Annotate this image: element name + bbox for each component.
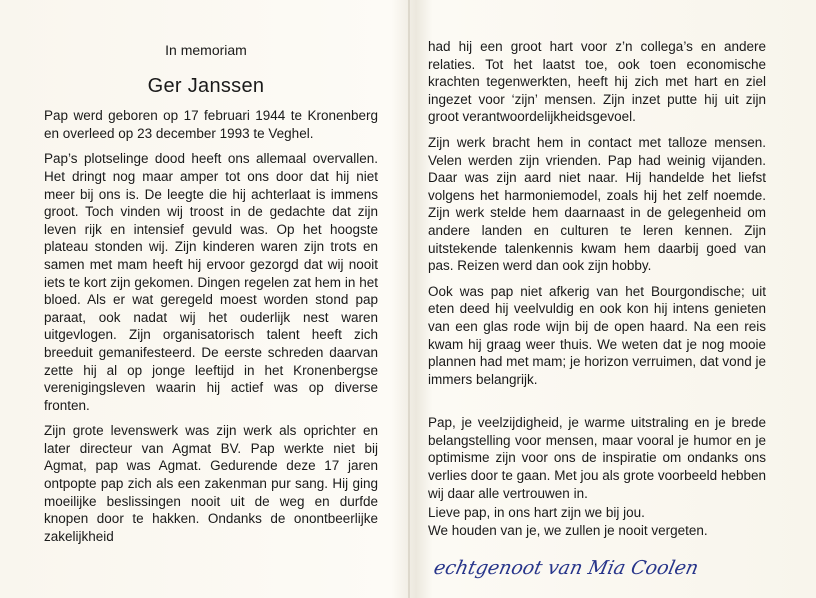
handwritten-signature — [432, 550, 802, 584]
deceased-name: Ger Janssen — [147, 74, 265, 97]
card-fold — [408, 0, 410, 598]
life-work-paragraph: Zijn grote levenswerk was zijn werk als oprichter en later directeur van Agmat BV. Pap werkte niet bij Agmat, pap was Agmat. Gedurende deze 17 jaren ontpopte pap zich als een zakenman pur sang. Hij ging moeilijke beslissingen nooit uit de weg en durfde knopen door te hakken. Ondanks de onontbeerlijke zakelijkheid — [44, 423, 378, 544]
birth-death-paragraph: Pap werd geboren op 17 februari 1944 te Kronenberg en overleed op 23 december 1993 te Veghel. — [44, 108, 378, 141]
memoriam-heading: In memoriam — [165, 42, 247, 58]
burgundian-paragraph: Ook was pap niet afkerig van het Bourgondische; uit eten deed hij veelvuldig en ook kon hij intens genieten van een glas rode wijn bij de open haard. Na een reis kwam hij graag weer thuis. We weten dat je nog mooie plannen had met mam; je horizon verruimen, dat vond je immers belangrijk. — [428, 283, 766, 387]
farewell-line-1: Lieve pap, in ons hart zijn we bij jou. — [428, 505, 645, 521]
left-page — [44, 38, 378, 553]
versatility-paragraph: Pap, je veelzijdigheid, je warme uitstraling en je brede belangstelling voor mensen, maar vooral je humor en je optimisme zijn voor ons de inspiratie om ondanks ons verlies door te gaan. Met jou als grote voorbeeld hebben wij daar alle vertrouwen in. — [428, 415, 766, 501]
contacts-paragraph: Zijn werk bracht hem in contact met talloze mensen. Velen werden zijn vrienden. Pap had weinig vijanden. Daar was zijn aard niet naar. Hij handelde het liefst volgens het harmoniemodel, zoals hij het zelf noemde. Zijn werk stelde hem daarnaast in de gelegenheid om andere landen en culturen te leren kennen. Zijn uitstekende talenkennis kwam hem daarbij goed van pas. Reizen werd dan ook zijn hobby. — [428, 134, 766, 274]
right-page — [428, 38, 766, 539]
big-heart-paragraph: had hij een groot hart voor z’n collega’s en andere relaties. Tot het laatst toe, ook toen economische krachten tegenwerkten, heeft hij zich met hart en ziel ingezet voor ‘zijn’ mensen. Zijn inzet putte hij uit zijn groot verantwoordelijkheidsgevoel. — [428, 39, 766, 125]
farewell-line-2: We houden van je, we zullen je nooit vergeten. — [428, 522, 708, 538]
sudden-death-paragraph: Pap’s plotselinge dood heeft ons allemaal overvallen. Het dringt nog maar amper tot ons door dat hij niet meer bij ons is. De leegte die hij achterlaat is immens groot. Toch vinden wij troost in de gedachte dat zijn leven rijk en intensief gevuld was. Op het hoogste plateau stonden wij. Zijn kinderen waren zijn trots en samen met mam heeft hij ervoor gezorgd dat wij nooit iets te kort zijn gekomen. Dingen regelen zat hem in het bloed. Als er wat geregeld moest worden stond pap paraat, ook nadat wij het ouderlijk nest waren uitgevlogen. Zijn organisatorisch talent heeft zich breeduit gemanifesteerd. De eerste schreden daarvan zette hij al op jonge leeftijd in het Kronenbergse verenigingsleven waarin hij actief was op diverse fronten. — [44, 151, 378, 413]
signature-text: echtgenoot van Mia Coolen — [432, 556, 701, 579]
